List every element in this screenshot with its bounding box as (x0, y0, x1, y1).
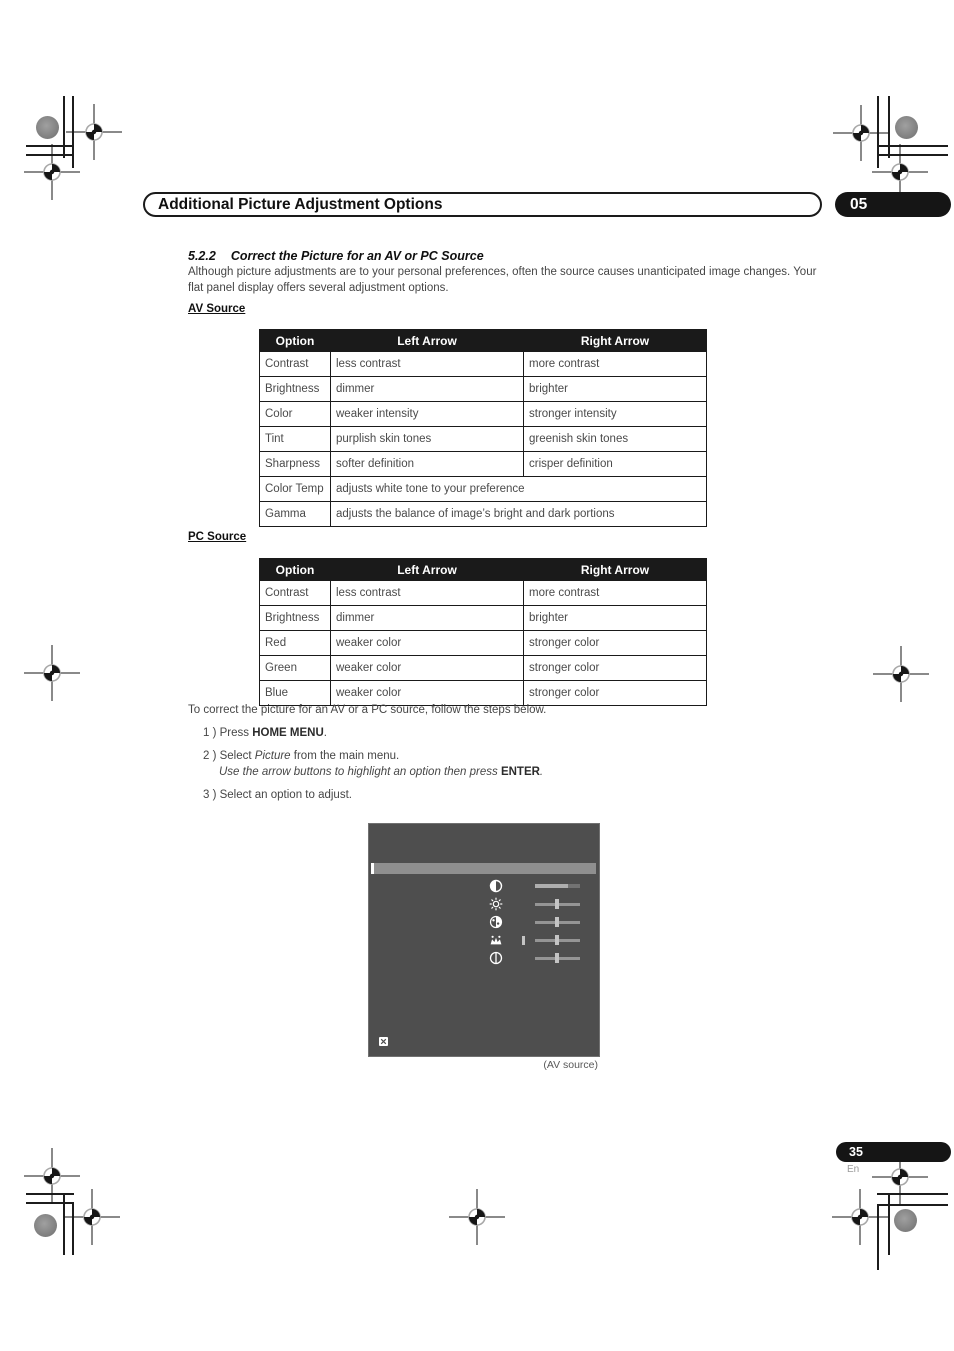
section-intro: Although picture adjustments are to your personal preferences, often the source causes unanticipated image changes. Your flat panel display offers several adjustment options. (188, 266, 817, 294)
cell-right: stronger intensity (524, 402, 707, 427)
cell-right: brighter (524, 606, 707, 631)
tint-icon (489, 933, 503, 947)
osd-highlighted-row (371, 863, 596, 874)
table-row (260, 656, 707, 681)
cell-option: Green (260, 656, 331, 681)
page-number-badge (836, 1142, 951, 1162)
contrast-icon (489, 879, 503, 893)
cell-right: more contrast (524, 581, 707, 606)
av-source-table (259, 329, 707, 527)
column-header: Option (260, 330, 331, 352)
cell-option: Contrast (260, 352, 331, 377)
cell-option: Color (260, 402, 331, 427)
page-language: En (847, 1164, 860, 1175)
registration-mark (832, 1189, 888, 1245)
color-control-dot (894, 1209, 917, 1232)
table-row (260, 477, 707, 502)
osd-caption: (AV source) (543, 1059, 598, 1071)
table-header-row (260, 559, 707, 581)
section-title: Correct the Picture for an AV or PC Source (230, 249, 484, 263)
table-row (260, 606, 707, 631)
cell-option: Contrast (260, 581, 331, 606)
cell-right: more contrast (524, 352, 707, 377)
page-title: Additional Picture Adjustment Options (158, 195, 443, 213)
cell-span: adjusts white tone to your preference (331, 477, 707, 502)
table-row (260, 581, 707, 606)
cell-left: less contrast (331, 352, 524, 377)
chapter-number: 05 (850, 195, 868, 213)
pc-source-heading: PC Source (188, 531, 247, 543)
cell-right: crisper definition (524, 452, 707, 477)
cell-right: greenish skin tones (524, 427, 707, 452)
cell-option: Brightness (260, 606, 331, 631)
osd-slider-remainder (568, 884, 580, 888)
chapter-number-badge (835, 192, 951, 217)
cell-option: Blue (260, 681, 331, 706)
cell-option: Gamma (260, 502, 331, 527)
step-1 (203, 726, 798, 741)
section-number: 5.2.2 (188, 249, 216, 263)
chapter-header-bar (143, 192, 822, 217)
table-row (260, 631, 707, 656)
step-2 (203, 749, 798, 780)
step-2-note (219, 765, 798, 780)
osd-row-color (369, 914, 599, 930)
table-row (260, 452, 707, 477)
registration-mark (24, 144, 80, 200)
osd-row-sharpness (369, 950, 599, 966)
registration-mark (24, 645, 80, 701)
table-row (260, 352, 707, 377)
color-control-dot (34, 1214, 57, 1237)
step-text: 2 ) Select (203, 750, 255, 762)
cell-right: stronger color (524, 656, 707, 681)
cell-span: adjusts the balance of image’s bright and dark portions (331, 502, 707, 527)
osd-slider-thumb (555, 935, 559, 945)
osd-slider-fill (535, 884, 568, 888)
cell-left: weaker color (331, 631, 524, 656)
cell-option: Brightness (260, 377, 331, 402)
cell-left: dimmer (331, 606, 524, 631)
table-row (260, 427, 707, 452)
cell-left: weaker color (331, 681, 524, 706)
enter-key-label: ENTER (500, 766, 540, 778)
table-header-row (260, 330, 707, 352)
registration-mark (449, 1189, 505, 1245)
osd-slider-thumb (555, 953, 559, 963)
osd-row-tint (369, 932, 599, 948)
brightness-icon (489, 897, 503, 911)
cell-left: weaker intensity (331, 402, 524, 427)
cell-option: Color Temp (260, 477, 331, 502)
table-row (260, 377, 707, 402)
cell-left: dimmer (331, 377, 524, 402)
column-header: Right Arrow (524, 330, 707, 352)
step-text: . (323, 727, 327, 739)
home-menu-key-label: HOME MENU (252, 727, 324, 739)
column-header: Option (260, 559, 331, 581)
page-number: 35 (849, 1145, 863, 1159)
steps-section (188, 703, 798, 803)
av-source-heading: AV Source (188, 303, 246, 315)
menu-item-name: Picture (254, 750, 291, 762)
registration-mark (64, 1189, 120, 1245)
column-header: Left Arrow (331, 559, 524, 581)
osd-slider-thumb (555, 899, 559, 909)
table-row (260, 502, 707, 527)
cell-left: weaker color (331, 656, 524, 681)
cell-left: purplish skin tones (331, 427, 524, 452)
column-header: Left Arrow (331, 330, 524, 352)
osd-slider-thumb (555, 917, 559, 927)
note-text: . (539, 766, 544, 778)
osd-close-icon (379, 1037, 388, 1046)
table-row (260, 681, 707, 706)
step-text: from the main menu. (290, 750, 400, 762)
osd-cursor-tick (371, 863, 374, 874)
cell-right: stronger color (524, 631, 707, 656)
cell-option: Tint (260, 427, 331, 452)
sharpness-icon (489, 951, 503, 965)
color-control-dot (36, 116, 59, 139)
step-text: 1 ) Press (203, 727, 253, 739)
color-icon (489, 915, 503, 929)
table-row (260, 402, 707, 427)
cell-left: less contrast (331, 581, 524, 606)
step-3: 3 ) Select an option to adjust. (203, 789, 352, 801)
cell-right: brighter (524, 377, 707, 402)
cell-option: Red (260, 631, 331, 656)
cell-option: Sharpness (260, 452, 331, 477)
steps-intro: To correct the picture for an AV or a PC source, follow the steps below. (188, 704, 547, 716)
pc-source-table (259, 558, 707, 706)
color-control-dot (895, 116, 918, 139)
osd-row-brightness (369, 896, 599, 912)
osd-value-tick (522, 936, 525, 945)
note-text: Use the arrow buttons to highlight an option then press (219, 766, 501, 778)
column-header: Right Arrow (524, 559, 707, 581)
section-heading (188, 249, 484, 263)
cell-left: softer definition (331, 452, 524, 477)
osd-row-contrast (369, 878, 599, 894)
registration-mark (873, 646, 929, 702)
cell-right: stronger color (524, 681, 707, 706)
osd-menu-screenshot (368, 823, 600, 1057)
